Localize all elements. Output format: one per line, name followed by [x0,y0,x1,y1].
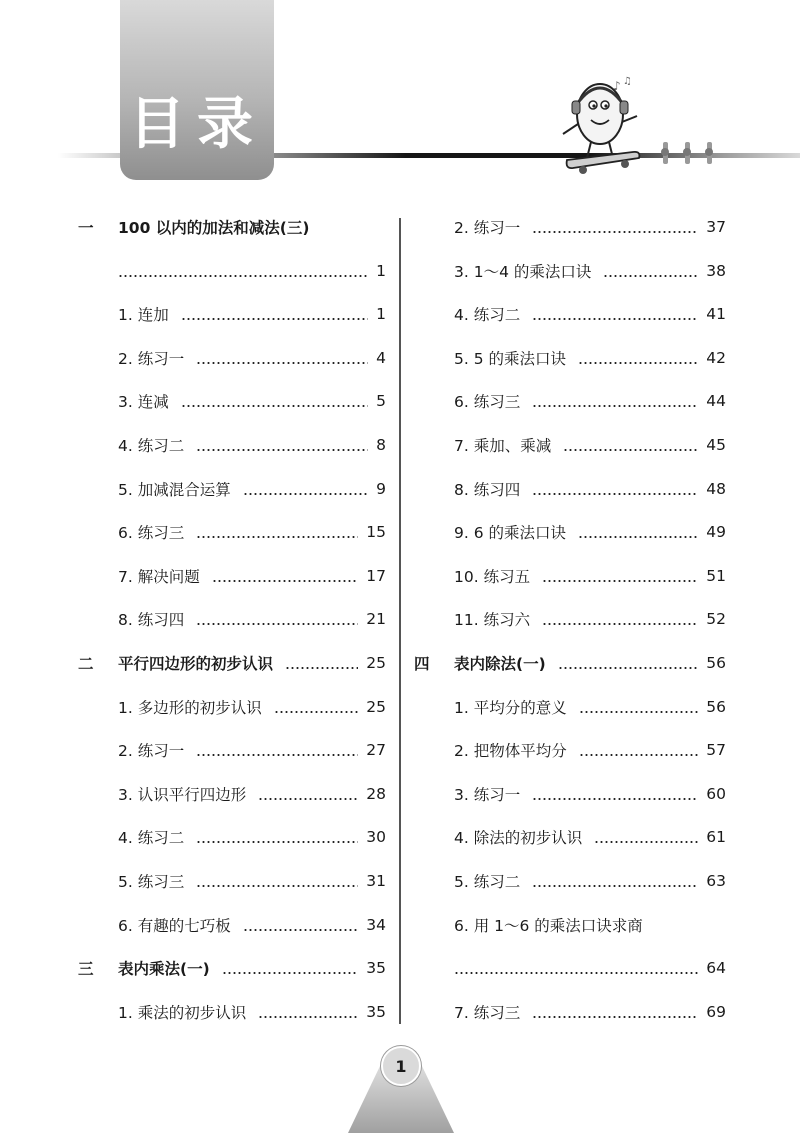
dot-leader [579,700,699,714]
toc-entry-label: 7. 乘加、乘减 [454,437,552,455]
toc-entry-label: 8. 练习四 [454,480,521,499]
toc-entry-row[interactable] [118,345,386,371]
toc-entry-label: 2. 练习一 [118,742,185,761]
toc-page-number: 42 [706,348,726,367]
toc-entry-row[interactable] [118,912,386,938]
toc-entry-label: 2. 练习一 [118,349,185,368]
page-number: 1 [381,1046,421,1086]
dot-leader [196,438,368,452]
toc-entry-row[interactable] [454,868,726,894]
toc-entry-row[interactable] [454,214,726,240]
toc-page-number: 44 [706,392,726,411]
toc-page-number: 1 [376,305,386,324]
chapter-number: 一 [78,219,94,237]
toc-chapter-row[interactable] [78,214,386,240]
toc-entry-label: 表内除法(一) [454,655,546,673]
toc-page-number: 60 [706,784,726,803]
toc-entry-row[interactable] [118,301,386,327]
toc-entry-row[interactable] [118,432,386,458]
dot-leader [542,612,698,626]
toc-entry-row[interactable] [454,824,726,850]
dot-leader [181,394,368,408]
toc-entry-label: 7. 解决问题 [118,567,200,586]
dot-leader [532,1005,698,1019]
toc-entry-label: 9. 6 的乘法口诀 [454,524,567,543]
toc-page-number: 21 [366,610,386,629]
dot-leader [558,656,699,670]
toc-entry-row[interactable] [454,912,726,938]
toc-entry-row[interactable] [454,999,726,1025]
toc-entry-label: 5. 5 的乘法口诀 [454,349,567,368]
toc-entry-row[interactable] [118,519,386,545]
toc-page-number: 52 [706,610,726,629]
toc-page-number: 17 [366,566,386,585]
toc-page-number: 4 [376,348,386,367]
toc-entry-label: 3. 练习一 [454,785,521,804]
toc-page-number: 34 [366,915,386,934]
dot-leader [563,438,698,452]
toc-page-number: 37 [706,218,726,236]
toc-page-number: 56 [706,654,726,672]
toc-entry-row[interactable] [454,258,726,284]
toc-page-number: 49 [706,523,726,542]
toc-entry-row[interactable] [118,999,386,1025]
toc-entry-row[interactable] [118,258,386,284]
svg-text:♫: ♫ [623,76,632,87]
toc-entry-label: 4. 练习二 [118,437,185,455]
toc-entry-label: 11. 练习六 [454,611,531,630]
dot-leader [196,525,358,539]
dot-leader [196,874,358,888]
toc-page-number: 27 [366,741,386,760]
toc-entry-label: 7. 练习三 [454,1003,521,1022]
title-tab [120,0,274,180]
toc-page-number: 41 [706,305,726,324]
dot-leader [181,307,368,321]
toc-entry-row[interactable] [118,737,386,763]
page-title: 目录 [129,92,265,157]
toc-page-number: 69 [706,1002,726,1021]
toc-entry-row[interactable] [454,301,726,327]
header-rule-left [58,153,124,158]
toc-entry-label: 8. 练习四 [118,611,185,630]
toc-entry-row[interactable] [118,824,386,850]
toc-page-number: 48 [706,479,726,498]
toc-page-number: 25 [366,654,386,672]
toc-entry-label: 5. 加减混合运算 [118,480,231,499]
toc-entry-row[interactable] [118,563,386,589]
dot-leader [258,1005,358,1019]
toc-entry-row[interactable] [454,781,726,807]
toc-entry-row[interactable] [118,476,386,502]
toc-entry-row[interactable] [454,476,726,502]
toc-entry-label: 3. 认识平行四边形 [118,785,247,804]
dot-leader [532,787,698,801]
toc-page-number: 9 [376,479,386,498]
toc-entry-row[interactable] [118,868,386,894]
toc-chapter-row[interactable] [78,955,386,981]
toc-entry-label: 3. 1～4 的乘法口诀 [454,262,592,281]
toc-entry-label: 4. 练习二 [118,829,185,848]
column-divider [399,218,401,1024]
toc-entry-row[interactable] [454,955,726,981]
toc-entry-label: 2. 把物体平均分 [454,742,567,761]
toc-page-number: 1 [376,261,386,280]
dot-leader [532,307,698,321]
dot-leader [532,220,698,234]
dot-leader [118,264,368,278]
toc-entry-label: 1. 平均分的意义 [454,698,567,717]
dot-leader [594,830,698,844]
toc-chapter-row[interactable] [414,650,726,676]
dot-leader [603,264,698,278]
dot-leader [196,351,368,365]
dot-leader [243,918,359,932]
toc-page-number: 25 [366,697,386,716]
toc-entry-row[interactable] [454,519,726,545]
toc-page-number: 61 [706,828,726,847]
toc-entry-label: 3. 连减 [118,393,169,412]
toc-entry-row[interactable] [118,781,386,807]
toc-entry-label: 6. 练习三 [118,524,185,543]
toc-entry-label: 6. 有趣的七巧板 [118,916,231,935]
toc-entry-label: 4. 练习二 [454,306,521,325]
egg-mascot-skateboard-icon [555,72,725,182]
toc-page-number: 15 [366,523,386,542]
toc-page-number: 8 [376,436,386,454]
toc-entry-label: 1. 乘法的初步认识 [118,1003,247,1022]
dot-leader [579,743,699,757]
toc-page-number: 35 [366,1002,386,1021]
toc-entry-label: 6. 用 1～6 的乘法口诀求商 [454,916,643,935]
dot-leader [542,569,698,583]
toc-entry-row[interactable] [454,432,726,458]
dot-leader [532,874,698,888]
toc-entry-row[interactable] [118,388,386,414]
toc-page-number: 5 [376,392,386,411]
toc-entry-label: 平行四边形的初步认识 [118,655,274,673]
chapter-number: 四 [414,655,430,673]
toc-page-number: 35 [366,959,386,978]
toc-entry-row[interactable] [118,606,386,632]
dot-leader [258,787,358,801]
toc-entry-row[interactable] [454,388,726,414]
toc-entry-label: 4. 除法的初步认识 [454,829,583,848]
dot-leader [196,612,358,626]
toc-page-number: 57 [706,741,726,760]
toc-entry-row[interactable] [454,737,726,763]
toc-page-number: 31 [366,872,386,890]
toc-page-number: 51 [706,566,726,585]
dot-leader [274,700,359,714]
dot-leader [285,656,358,670]
toc-entry-row[interactable] [454,345,726,371]
dot-leader [243,482,368,496]
dot-leader [532,482,698,496]
dot-leader [222,961,359,975]
toc-entry-label: 5. 练习二 [454,873,521,891]
dot-leader [196,743,358,757]
toc-entry-row[interactable] [454,694,726,720]
toc-entry-label: 10. 练习五 [454,567,531,586]
toc-page-number: 28 [366,784,386,803]
dot-leader [532,394,698,408]
svg-text:♪: ♪ [613,79,621,93]
toc-page-number: 64 [706,959,726,978]
toc-entry-label: 6. 练习三 [454,393,521,412]
toc-page-number: 56 [706,697,726,716]
toc-page-number: 63 [706,872,726,890]
toc-entry-row[interactable] [454,606,726,632]
toc-entry-label: 5. 练习三 [118,873,185,891]
dot-leader [578,351,698,365]
toc-entry-label: 100 以内的加法和减法(三) [118,219,310,237]
dot-leader [578,525,698,539]
toc-entry-label: 2. 练习一 [454,219,521,237]
dot-leader [212,569,359,583]
toc-page-number: 30 [366,828,386,847]
toc-page-number: 38 [706,261,726,280]
toc-entry-row[interactable] [118,694,386,720]
chapter-number: 二 [78,655,94,673]
toc-page-number: 45 [706,436,726,454]
toc-entry-label: 表内乘法(一) [118,960,210,979]
chapter-number: 三 [78,960,94,979]
toc-chapter-row[interactable] [78,650,386,676]
toc-entry-row[interactable] [454,563,726,589]
dot-leader [196,830,358,844]
toc-entry-label: 1. 多边形的初步认识 [118,698,262,717]
toc-entry-label: 1. 连加 [118,306,169,325]
dot-leader [454,961,698,975]
